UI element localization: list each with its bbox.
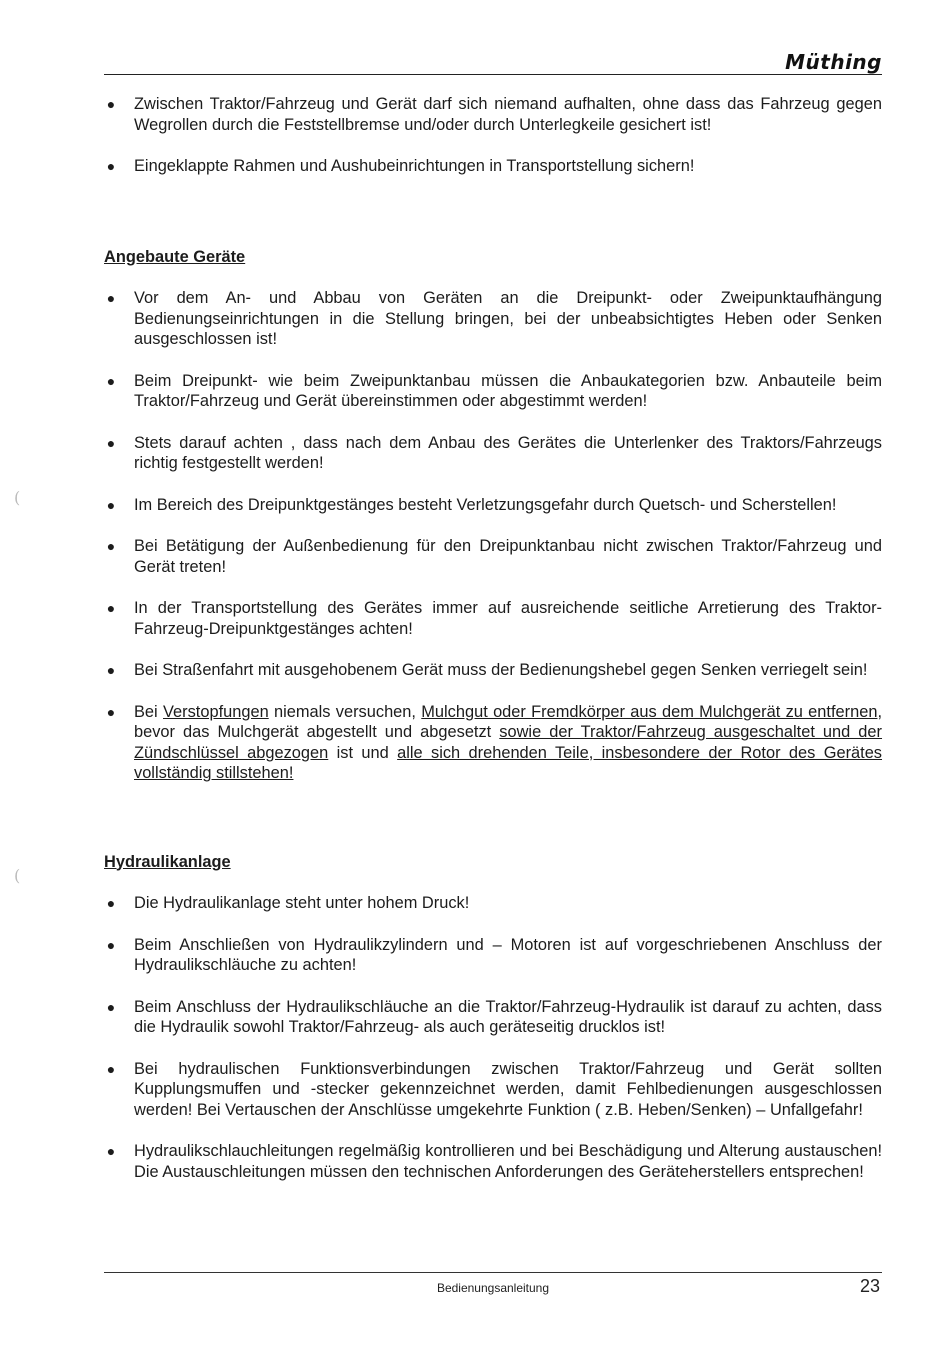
bullet-icon: ● [106,703,116,720]
list-item [104,433,882,474]
list-item [104,935,882,976]
bullet-icon: ● [106,600,116,616]
section-heading-hydraulikanlage: Hydraulikanlage [104,852,231,871]
bullet-icon: ● [106,662,116,678]
list-item-text: Im Bereich des Dreipunktgestänges besteht Verletzungsgefahr durch Quetsch- und Scherstellen! [134,495,837,514]
list-item [104,536,882,577]
list-item [104,371,882,412]
list-item-text: Eingeklappte Rahmen und Aushubeinrichtungen in Transportstellung sichern! [134,157,695,175]
list-item [104,598,882,639]
bullet-icon: ● [106,96,116,112]
list-item-text: Zwischen Traktor/Fahrzeug und Gerät darf sich niemand aufhalten, ohne dass das Fahrzeug gegen Wegrollen durch die Feststellbremse und/oder durch Unterlegkeile gesichert ist! [134,95,882,134]
list-item-text: Bei Betätigung der Außenbedienung für den Dreipunktanbau nicht zwischen Traktor/Fahrzeug und Gerät treten! [134,537,882,576]
list-item-text: Beim Anschließen von Hydraulikzylindern und – Motoren ist auf vorgeschriebenen Anschluss der Hydraulikschläuche zu achten! [134,935,882,974]
underlined-text: Mulchgut oder Fremdkörper aus dem Mulchgerät zu entfernen [421,702,878,721]
bullet-icon: ● [106,538,116,554]
list-item-text: In der Transportstellung des Gerätes immer auf ausreichende seitliche Arretierung des Traktor-Fahrzeug-Dreipunktgestänges achten! [134,599,882,638]
list-item [104,495,882,516]
bullet-icon: ● [106,372,116,389]
footer-title: Bedienungsanleitung [436,1281,550,1295]
list-item-text: Bei Straßenfahrt mit ausgehobenem Gerät muss der Bedienungshebel gegen Senken verriegelt sein! [134,661,868,679]
list-item-text: Stets darauf achten , dass nach dem Anbau des Gerätes die Unterlenker des Traktors/Fahrzeugs richtig festgestellt werden! [134,433,882,472]
bullet-icon: ● [106,158,116,174]
list-item-text: Beim Dreipunkt- wie beim Zweipunktanbau müssen die Anbaukategorien bzw. Anbauteile beim Traktor/Fahrzeug und Gerät übereinstimmen oder abgestimmt werden! [134,371,882,410]
list-item [104,997,882,1038]
margin-mark: ( [14,866,21,885]
list-item-text: Die Hydraulikanlage steht unter hohem Druck! [134,894,470,912]
bullet-icon: ● [106,290,116,306]
list-item-text: Bei hydraulischen Funktionsverbindungen zwischen Traktor/Fahrzeug und Gerät sollten Kupplungsmuffen und -stecker gekennzeichnet werden, damit Fehlbedienungen ausgeschlossen werden! Bei Vertauschen der Anschlüsse umgekehrte Funktion ( z.B. Heben/Senken) – Unfallgefahr! [134,1059,882,1119]
list-item-text: Beim Anschluss der Hydraulikschläuche an die Traktor/Fahrzeug-Hydraulik ist darauf zu achten, dass die Hydraulik sowohl Traktor/Fahrzeug- als auch geräteseitig drucklos ist! [134,997,882,1036]
underlined-text: sowie der Traktor/Fahrzeug ausgeschaltet und der Zündschlüssel abgezogen [134,723,883,762]
list-item-warning [104,702,882,784]
bullet-icon: ● [106,434,116,451]
page-number: 23 [859,1276,880,1296]
list-item [104,1141,882,1182]
list-item [104,94,882,135]
bullet-icon: ● [106,496,116,513]
bullet-icon: ● [106,1143,116,1159]
page-content [104,94,882,1203]
list-item [104,660,882,681]
margin-mark: ( [14,488,21,507]
bullet-icon: ● [106,1060,116,1077]
brand-logo: Müthing [785,50,882,74]
list-item [104,893,882,914]
bullet-icon: ● [106,895,116,911]
underlined-text: alle sich drehenden Teile, insbesondere der Rotor des Gerätes vollständig stillstehen! [134,743,883,782]
header-divider [104,74,882,75]
list-item [104,156,882,177]
list-item [104,288,882,350]
footer-divider [104,1272,882,1273]
list-item-text: Hydraulikschlauchleitungen regelmäßig kontrollieren und bei Beschädigung und Alterung austauschen! Die Austauschleitungen müssen den technischen Anforderungen des Geräteherstellers entsprechen! [134,1142,882,1181]
list-item-text: Bei Verstopfungen niemals versuchen, Mulchgut oder Fremdkörper aus dem Mulchgerät zu entfernen, bevor das Mulchgerät abgestellt und abgesetzt sowie der Traktor/Fahrzeug ausgeschaltet und der Zündschlüssel abgezogen ist und alle sich drehenden Teile, insbesondere der Rotor des Gerätes vollständig stillstehen! [134,702,883,782]
bullet-icon: ● [106,936,116,953]
list-item-text: Vor dem An- und Abbau von Geräten an die Dreipunkt- oder Zweipunktaufhängung Bedienungseinrichtungen in die Stellung bringen, bei der unbeabsichtigtes Heben oder Senken ausgeschlossen ist! [134,289,882,348]
bullet-icon: ● [106,998,116,1015]
section-heading-angebaute-geraete: Angebaute Geräte [104,247,246,266]
list-item [104,1059,882,1121]
underlined-text: Verstopfungen [163,702,269,721]
